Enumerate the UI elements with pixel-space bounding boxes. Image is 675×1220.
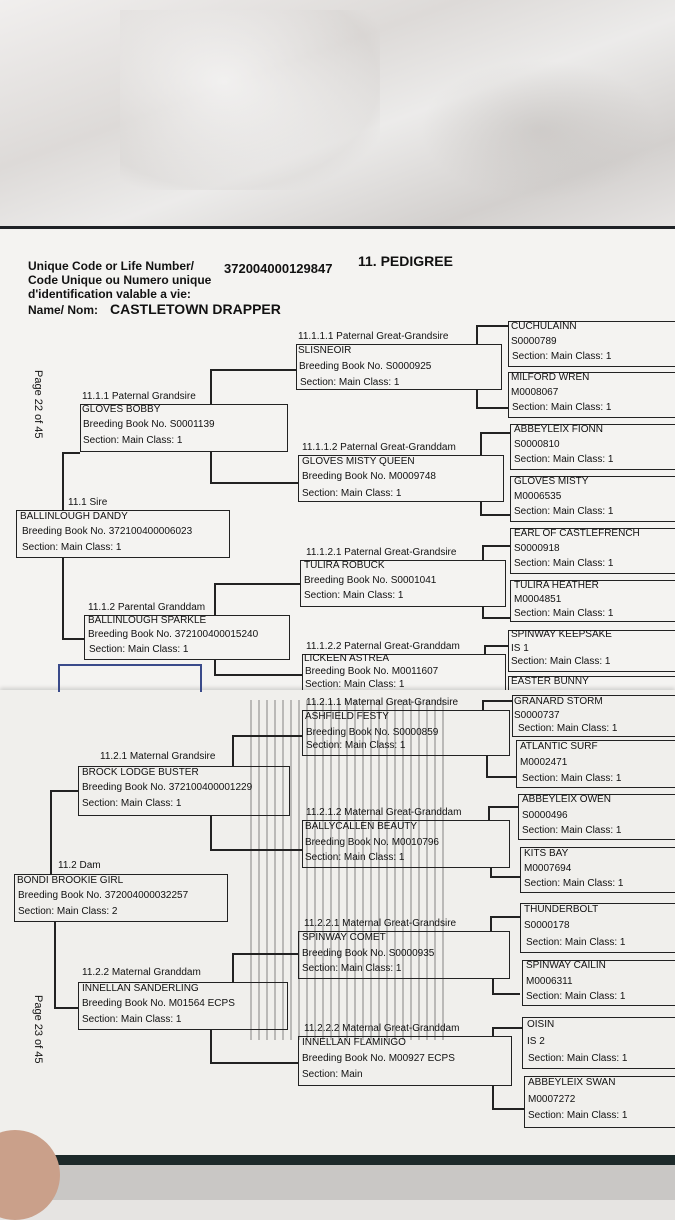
connector bbox=[210, 369, 212, 404]
paternal-granddam-label: 11.1.2 Parental Granddam bbox=[88, 602, 206, 613]
connector bbox=[476, 325, 508, 327]
connector bbox=[490, 868, 492, 876]
dam-book: Breeding Book No. 372004000032257 bbox=[18, 890, 189, 901]
connector bbox=[480, 432, 482, 455]
ggg-name: THUNDERBOLT bbox=[524, 904, 599, 915]
ggg-name: SPINWAY KEEPSAKE bbox=[511, 629, 612, 640]
gg-name: INNELLAN FLAMINGO bbox=[302, 1037, 406, 1048]
code-label-fr: Code Unique ou Numero unique bbox=[28, 273, 212, 287]
connector bbox=[210, 452, 212, 482]
maternal-granddam-name: INNELLAN SANDERLING bbox=[82, 983, 199, 994]
ggg-section: Section: Main Class: 1 bbox=[514, 558, 614, 569]
gg-label: 11.1.2.2 Paternal Great-Granddam bbox=[306, 641, 460, 652]
connector bbox=[210, 369, 296, 371]
connector bbox=[482, 700, 484, 710]
ggg-name: ABBEYLEIX FIONN bbox=[514, 424, 603, 435]
sire-name: BALLINLOUGH DANDY bbox=[20, 511, 128, 522]
gg-book: Breeding Book No. S0001041 bbox=[304, 575, 437, 586]
connector bbox=[232, 953, 234, 982]
maternal-grandsire-book: Breeding Book No. 372100400001229 bbox=[82, 782, 253, 793]
gg-book: Breeding Book No. M0009748 bbox=[302, 471, 436, 482]
gg-book: Breeding Book No. M0010796 bbox=[305, 837, 439, 848]
ggg-book: M0007272 bbox=[528, 1094, 576, 1105]
ggg-section: Section: Main Class: 1 bbox=[512, 402, 612, 413]
section-title: 11. PEDIGREE bbox=[358, 253, 453, 269]
connector bbox=[232, 735, 302, 737]
ggg-section: Section: Main Class: 1 bbox=[514, 608, 614, 619]
ggg-name: OISIN bbox=[527, 1019, 555, 1030]
connector bbox=[54, 922, 56, 1007]
connector bbox=[214, 583, 216, 615]
connector bbox=[488, 806, 490, 820]
stamp-mark bbox=[58, 664, 202, 692]
sire-book: Breeding Book No. 372100400006023 bbox=[22, 526, 193, 537]
ggg-name: ABBEYLEIX SWAN bbox=[528, 1077, 616, 1088]
connector bbox=[214, 660, 216, 674]
ggg-name: GLOVES MISTY bbox=[514, 476, 589, 487]
gg-name: ASHFIELD FESTY bbox=[305, 711, 389, 722]
life-number: 372004000129847 bbox=[224, 261, 333, 276]
connector bbox=[480, 514, 510, 516]
connector bbox=[62, 638, 84, 640]
ggg-name: EARL OF CASTLEFRENCH bbox=[514, 528, 640, 539]
connector bbox=[210, 1030, 212, 1062]
connector bbox=[482, 700, 512, 702]
connector bbox=[486, 756, 488, 776]
paternal-granddam-section: Section: Main Class: 1 bbox=[89, 644, 189, 655]
connector bbox=[492, 979, 494, 993]
gg-book: Breeding Book No. M00927 ECPS bbox=[302, 1053, 455, 1064]
connector bbox=[492, 1027, 522, 1029]
page-number-bottom: Page 23 of 45 bbox=[32, 995, 44, 1064]
ggg-book: M0008067 bbox=[511, 387, 559, 398]
ggg-section: Section: Main Class: 1 bbox=[522, 773, 622, 784]
gg-book: Breeding Book No. M0011607 bbox=[305, 666, 439, 677]
connector bbox=[490, 876, 520, 878]
gg-section: Section: Main Class: 1 bbox=[302, 963, 402, 974]
sire-label: 11.1 Sire bbox=[68, 497, 108, 508]
connector bbox=[486, 776, 516, 778]
ggg-section: Section: Main Class: 1 bbox=[518, 723, 618, 734]
gg-label: 11.2.1.1 Maternal Great-Grandsire bbox=[306, 697, 459, 708]
connector bbox=[214, 674, 302, 676]
gg-section: Section: Main Class: 1 bbox=[305, 852, 405, 863]
dam-label: 11.2 Dam bbox=[58, 860, 101, 871]
ggg-name: EASTER BUNNY bbox=[511, 676, 589, 687]
ggg-book: M0006535 bbox=[514, 491, 562, 502]
connector bbox=[484, 645, 508, 647]
connector bbox=[210, 482, 298, 484]
ggg-section: Section: Main Class: 1 bbox=[524, 878, 624, 889]
ggg-section: Section: Main Class: 1 bbox=[526, 937, 626, 948]
gg-label: 11.1.1.1 Paternal Great-Grandsire bbox=[298, 331, 449, 342]
maternal-grandsire-label: 11.2.1 Maternal Grandsire bbox=[100, 751, 216, 762]
connector bbox=[482, 545, 484, 560]
name-label: Name/ Nom: bbox=[28, 303, 99, 317]
ggg-book: S0000178 bbox=[524, 920, 570, 931]
connector bbox=[232, 953, 298, 955]
gg-name: SLISNEOIR bbox=[298, 345, 352, 356]
ggg-name: CUCHULAINN bbox=[511, 321, 577, 332]
connector bbox=[62, 452, 64, 510]
sire-section: Section: Main Class: 1 bbox=[22, 542, 122, 553]
ggg-section: Section: Main Class: 1 bbox=[514, 506, 614, 517]
cloth-fold bbox=[120, 10, 380, 190]
ggg-name: SPINWAY CAILIN bbox=[526, 960, 606, 971]
connector bbox=[232, 735, 234, 766]
ggg-name: TULIRA HEATHER bbox=[514, 580, 599, 591]
maternal-grandsire-name: BROCK LODGE BUSTER bbox=[82, 767, 199, 778]
connector bbox=[476, 390, 478, 407]
connector bbox=[480, 502, 482, 514]
gg-book: Breeding Book No. S0000925 bbox=[299, 361, 432, 372]
gg-section: Section: Main Class: 1 bbox=[306, 740, 406, 751]
connector bbox=[214, 583, 300, 585]
gg-section: Section: Main bbox=[302, 1069, 363, 1080]
ggg-section: Section: Main Class: 1 bbox=[514, 454, 614, 465]
paternal-grandsire-label: 11.1.1 Paternal Grandsire bbox=[82, 391, 196, 402]
gg-section: Section: Main Class: 1 bbox=[302, 488, 402, 499]
ggg-book: M0006311 bbox=[526, 976, 573, 987]
connector bbox=[62, 452, 80, 454]
dam-section: Section: Main Class: 2 bbox=[18, 906, 118, 917]
gg-label: 11.2.2.1 Maternal Great-Grandsire bbox=[304, 918, 457, 929]
ggg-book: M0004851 bbox=[514, 594, 562, 605]
paternal-granddam-name: BALLINLOUGH SPARKLE bbox=[88, 615, 207, 626]
paternal-grandsire-section: Section: Main Class: 1 bbox=[83, 435, 183, 446]
gg-name: TULIRA ROBUCK bbox=[304, 560, 385, 571]
connector bbox=[492, 1108, 524, 1110]
page-number-top: Page 22 of 45 bbox=[32, 370, 44, 439]
connector bbox=[50, 790, 78, 792]
connector bbox=[50, 790, 52, 874]
connector bbox=[490, 916, 520, 918]
connector bbox=[482, 607, 484, 617]
ggg-name: KITS BAY bbox=[524, 848, 569, 859]
connector bbox=[476, 325, 478, 344]
gg-label: 11.1.2.1 Paternal Great-Grandsire bbox=[306, 547, 457, 558]
gg-book: Breeding Book No. S0000859 bbox=[306, 727, 439, 738]
ggg-book: S0000496 bbox=[522, 810, 568, 821]
gg-section: Section: Main Class: 1 bbox=[304, 590, 404, 601]
code-label-fr-2: d'identification valable a vie: bbox=[28, 287, 191, 301]
ggg-book: IS 2 bbox=[527, 1036, 545, 1047]
ggg-name: ATLANTIC SURF bbox=[520, 741, 598, 752]
gg-section: Section: Main Class: 1 bbox=[305, 679, 405, 690]
paternal-granddam-book: Breeding Book No. 372100400015240 bbox=[88, 629, 259, 640]
gg-name: BALLYCALLEN BEAUTY bbox=[305, 821, 418, 832]
connector bbox=[492, 993, 520, 995]
gg-name: LICKEEN ASTREA bbox=[304, 653, 390, 664]
gg-label: 11.1.1.2 Paternal Great-Granddam bbox=[302, 442, 456, 453]
maternal-granddam-book: Breeding Book No. M01564 ECPS bbox=[82, 998, 235, 1009]
connector bbox=[482, 545, 510, 547]
connector bbox=[482, 617, 510, 619]
gg-name: GLOVES MISTY QUEEN bbox=[302, 456, 415, 467]
ggg-section: Section: Main Class: 1 bbox=[528, 1053, 628, 1064]
ggg-book: M0002471 bbox=[520, 757, 568, 768]
ggg-section: Section: Main Class: 1 bbox=[511, 656, 611, 667]
gg-book: Breeding Book No. S0000935 bbox=[302, 948, 435, 959]
ggg-section: Section: Main Class: 1 bbox=[512, 351, 612, 362]
ggg-name: GRANARD STORM bbox=[514, 696, 603, 707]
horse-name: CASTLETOWN DRAPPER bbox=[110, 301, 281, 317]
connector bbox=[210, 849, 302, 851]
paternal-grandsire-name: GLOVES BOBBY bbox=[82, 404, 161, 415]
gg-name: SPINWAY COMET bbox=[302, 932, 386, 943]
maternal-granddam-label: 11.2.2 Maternal Granddam bbox=[82, 967, 201, 978]
ggg-book: M0007694 bbox=[524, 863, 572, 874]
ggg-section: Section: Main Class: 1 bbox=[526, 991, 626, 1002]
dam-name: BONDI BROOKIE GIRL bbox=[17, 875, 124, 886]
ggg-name: MILFORD WREN bbox=[511, 372, 590, 383]
ggg-book: S0000737 bbox=[514, 710, 560, 721]
connector bbox=[210, 1062, 298, 1064]
maternal-grandsire-section: Section: Main Class: 1 bbox=[82, 798, 182, 809]
connector bbox=[210, 816, 212, 849]
gg-label: 11.2.2.2 Maternal Great-Granddam bbox=[304, 1023, 460, 1034]
paternal-grandsire-book: Breeding Book No. S0001139 bbox=[83, 419, 215, 430]
connector bbox=[492, 1086, 494, 1108]
ggg-name: ABBEYLEIX OWEN bbox=[522, 794, 611, 805]
connector bbox=[490, 916, 492, 931]
maternal-granddam-section: Section: Main Class: 1 bbox=[82, 1014, 182, 1025]
ggg-book: S0000789 bbox=[511, 336, 557, 347]
connector bbox=[480, 432, 510, 434]
code-label: Unique Code or Life Number/ bbox=[28, 259, 195, 273]
connector bbox=[488, 806, 518, 808]
gg-label: 11.2.1.2 Maternal Great-Granddam bbox=[306, 807, 462, 818]
ggg-book: IS 1 bbox=[511, 643, 529, 654]
connector bbox=[62, 558, 64, 638]
ggg-section: Section: Main Class: 1 bbox=[522, 825, 622, 836]
ggg-book: S0000918 bbox=[514, 543, 560, 554]
ggg-section: Section: Main Class: 1 bbox=[528, 1110, 628, 1121]
gg-section: Section: Main Class: 1 bbox=[300, 377, 400, 388]
cloth-fold bbox=[420, 60, 660, 200]
connector bbox=[54, 1007, 78, 1009]
ggg-book: S0000810 bbox=[514, 439, 560, 450]
floor bbox=[0, 1165, 675, 1200]
connector bbox=[476, 407, 508, 409]
